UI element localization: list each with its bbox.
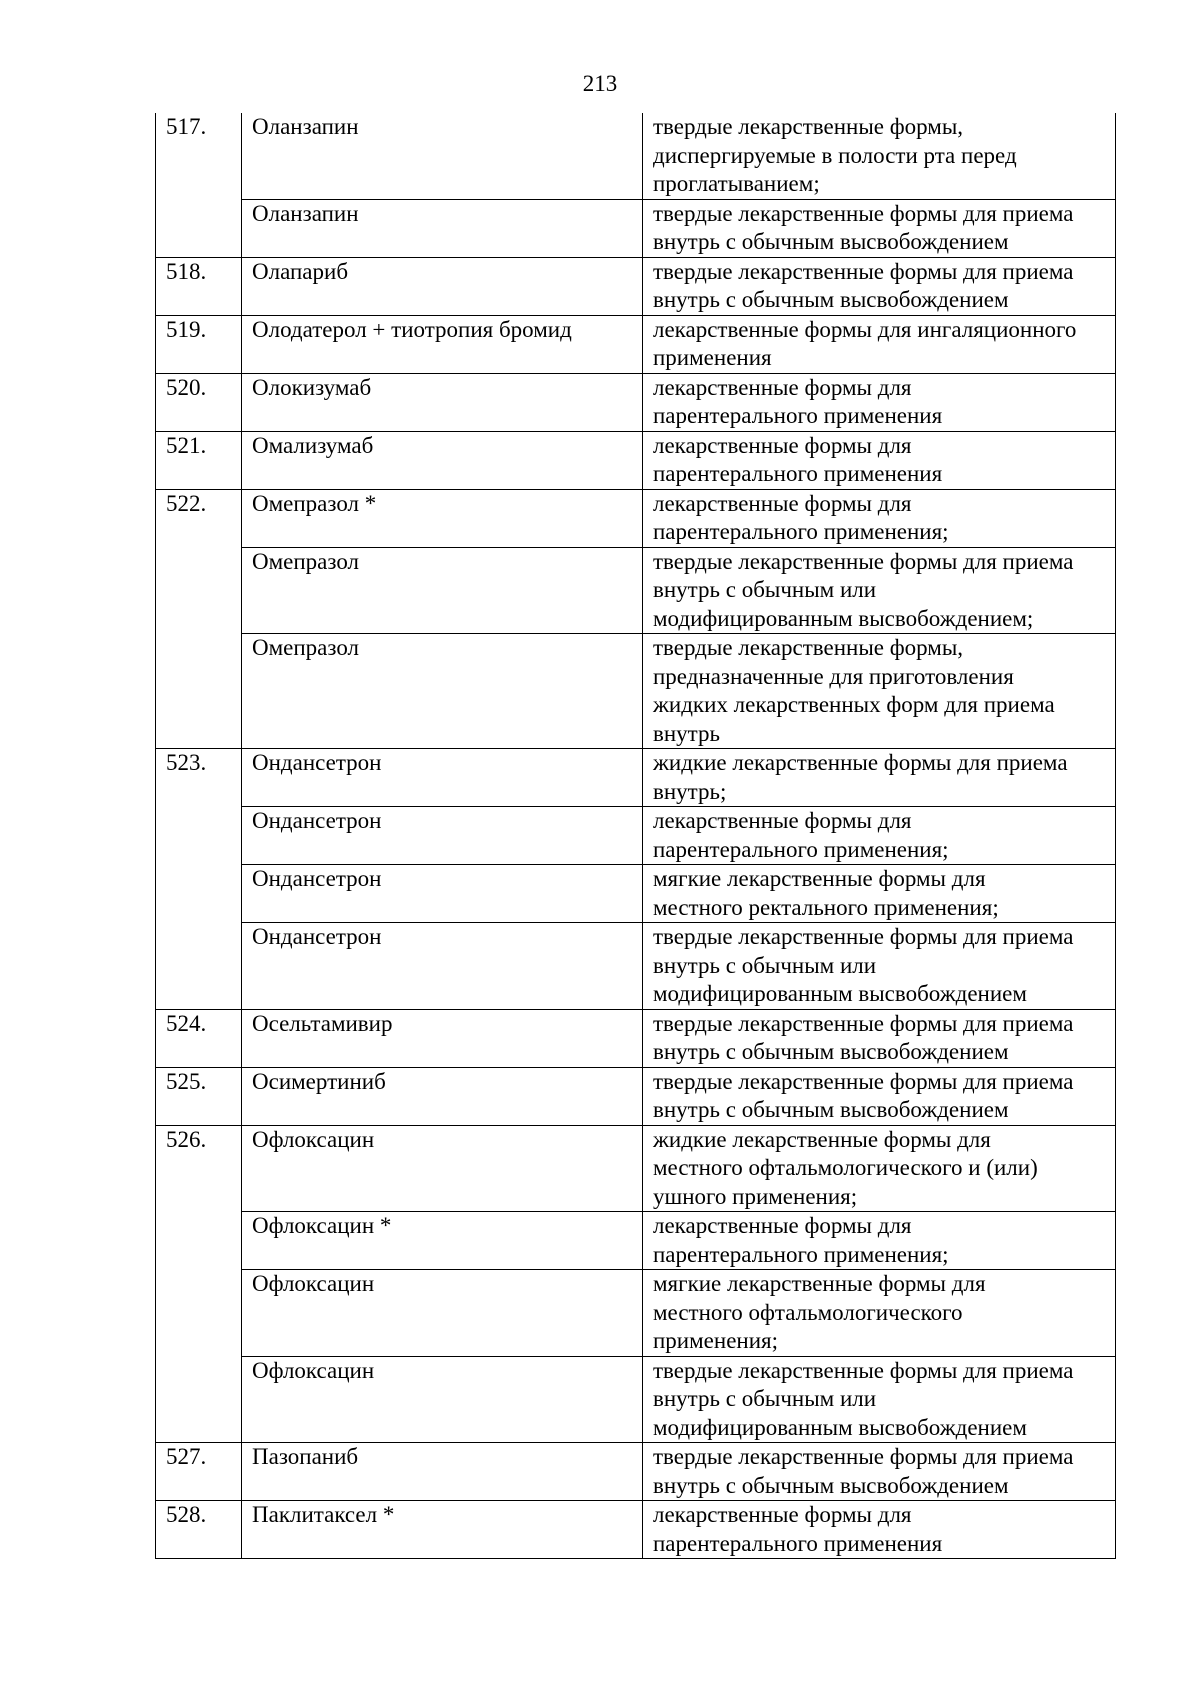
drug-name: Паклитаксел *: [242, 1501, 643, 1559]
entry-number: 521.: [156, 431, 242, 489]
dosage-form: лекарственные формы для парентерального применения: [643, 373, 1116, 431]
table-row: [156, 1501, 1116, 1559]
dosage-form: лекарственные формы для парентерального применения;: [643, 489, 1116, 547]
table-row: [156, 431, 1116, 489]
table-row: [156, 1270, 1116, 1357]
drug-name: Офлоксацин: [242, 1125, 643, 1212]
table-row: [156, 315, 1116, 373]
table-row: [156, 113, 1116, 199]
table-row: [156, 1212, 1116, 1270]
entry-number: 523.: [156, 749, 242, 1010]
drug-name: Омепразол: [242, 634, 643, 749]
entry-number: 520.: [156, 373, 242, 431]
drug-name: Оланзапин: [242, 113, 643, 199]
table-row: [156, 489, 1116, 547]
dosage-form: твердые лекарственные формы для приема внутрь с обычным высвобождением: [643, 1067, 1116, 1125]
table-row: [156, 749, 1116, 807]
dosage-form: твердые лекарственные формы, предназначенные для приготовления жидких лекарственных форм для приема внутрь: [643, 634, 1116, 749]
entry-number: 522.: [156, 489, 242, 749]
drug-name: Ондансетрон: [242, 807, 643, 865]
drug-name: Омализумаб: [242, 431, 643, 489]
drug-name: Оланзапин: [242, 199, 643, 257]
drug-name: Офлоксацин *: [242, 1212, 643, 1270]
dosage-form: твердые лекарственные формы, диспергируемые в полости рта перед проглатыванием;: [643, 113, 1116, 199]
drug-name: Ондансетрон: [242, 749, 643, 807]
table-row: [156, 923, 1116, 1010]
drug-name: Осимертиниб: [242, 1067, 643, 1125]
drug-name: Офлоксацин: [242, 1270, 643, 1357]
dosage-form: мягкие лекарственные формы для местного офтальмологического применения;: [643, 1270, 1116, 1357]
dosage-form: жидкие лекарственные формы для местного офтальмологического и (или) ушного применения;: [643, 1125, 1116, 1212]
dosage-form: твердые лекарственные формы для приема внутрь с обычным высвобождением: [643, 257, 1116, 315]
table-row: [156, 1125, 1116, 1212]
dosage-form: мягкие лекарственные формы для местного ректального применения;: [643, 865, 1116, 923]
page-number: 213: [582, 71, 618, 96]
drug-name: Осельтамивир: [242, 1009, 643, 1067]
table-row: [156, 807, 1116, 865]
table-row: [156, 1009, 1116, 1067]
drug-name: Ондансетрон: [242, 923, 643, 1010]
drug-name: Ондансетрон: [242, 865, 643, 923]
entry-number: 517.: [156, 113, 242, 257]
dosage-form: жидкие лекарственные формы для приема внутрь;: [643, 749, 1116, 807]
dosage-form: твердые лекарственные формы для приема внутрь с обычным высвобождением: [643, 1009, 1116, 1067]
dosage-form: твердые лекарственные формы для приема внутрь с обычным высвобождением: [643, 199, 1116, 257]
table-row: [156, 865, 1116, 923]
entry-number: 527.: [156, 1443, 242, 1501]
dosage-form: лекарственные формы для парентерального применения;: [643, 1212, 1116, 1270]
entry-number: 518.: [156, 257, 242, 315]
table-row: [156, 1356, 1116, 1443]
table-row: [156, 199, 1116, 257]
table-row: [156, 373, 1116, 431]
table-row: [156, 547, 1116, 634]
entry-number: 525.: [156, 1067, 242, 1125]
entry-number: 528.: [156, 1501, 242, 1559]
table-row: [156, 1067, 1116, 1125]
drug-name: Пазопаниб: [242, 1443, 643, 1501]
table-row: [156, 257, 1116, 315]
drug-name: Омепразол: [242, 547, 643, 634]
drug-name: Олодатерол + тиотропия бромид: [242, 315, 643, 373]
drug-name: Олапариб: [242, 257, 643, 315]
drug-table-body: [156, 113, 1116, 1559]
table-row: [156, 1443, 1116, 1501]
drug-name: Омепразол *: [242, 489, 643, 547]
entry-number: 526.: [156, 1125, 242, 1443]
dosage-form: твердые лекарственные формы для приема внутрь с обычным или модифицированным высвобождением: [643, 923, 1116, 1010]
dosage-form: лекарственные формы для парентерального применения;: [643, 807, 1116, 865]
drug-name: Олокизумаб: [242, 373, 643, 431]
drug-table: [155, 113, 1116, 1559]
drug-name: Офлоксацин: [242, 1356, 643, 1443]
dosage-form: лекарственные формы для парентерального применения: [643, 431, 1116, 489]
dosage-form: лекарственные формы для ингаляционного применения: [643, 315, 1116, 373]
dosage-form: лекарственные формы для парентерального применения: [643, 1501, 1116, 1559]
dosage-form: твердые лекарственные формы для приема внутрь с обычным высвобождением: [643, 1443, 1116, 1501]
table-row: [156, 634, 1116, 749]
dosage-form: твердые лекарственные формы для приема внутрь с обычным или модифицированным высвобождением: [643, 1356, 1116, 1443]
dosage-form: твердые лекарственные формы для приема внутрь с обычным или модифицированным высвобождением;: [643, 547, 1116, 634]
entry-number: 524.: [156, 1009, 242, 1067]
entry-number: 519.: [156, 315, 242, 373]
